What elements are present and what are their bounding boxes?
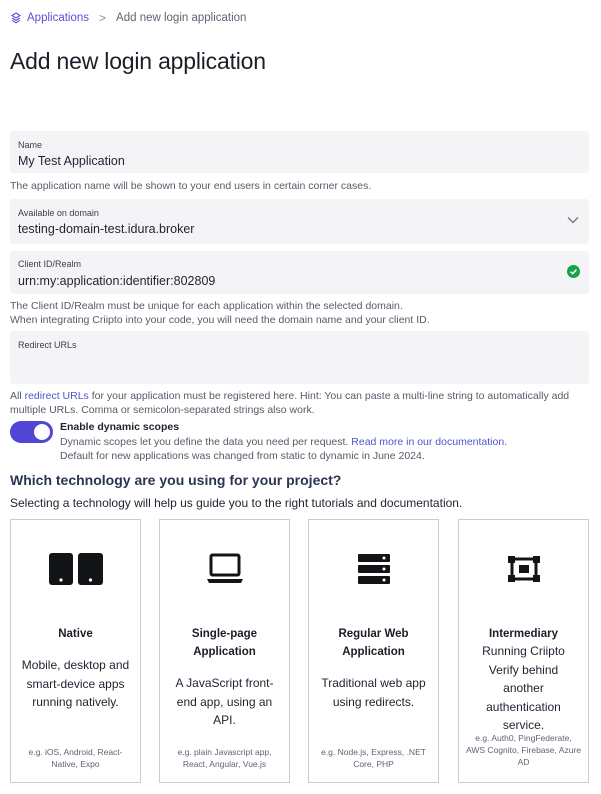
chevron-down-icon[interactable] (567, 216, 579, 224)
breadcrumb-link-applications[interactable] (10, 12, 89, 24)
page-title: Add new login application (10, 48, 266, 74)
documentation-link[interactable]: Read more in our documentation (351, 436, 505, 448)
domain-select-label: Available on domain (18, 208, 99, 218)
applications-icon (10, 12, 22, 24)
card-description: Mobile, desktop and smart-device apps running natively. (21, 658, 130, 709)
technology-section-subtitle: Selecting a technology will help us guide you to the right tutorials and documentation. (10, 496, 463, 510)
card-examples: e.g. plain Javascript app, React, Angular, Vue.js (177, 747, 272, 769)
dynamic-scopes-desc-pre: Dynamic scopes let you define the data you need per request. (60, 436, 352, 448)
dynamic-scopes-description (60, 435, 507, 463)
technology-card-native[interactable] (10, 519, 141, 783)
breadcrumb-separator: > (99, 11, 107, 25)
redirect-urls-helper-text (10, 389, 595, 417)
technology-card-regular-web[interactable] (308, 519, 439, 783)
card-title: Single-page Application (191, 628, 258, 658)
technology-card-intermediary[interactable] (458, 519, 589, 783)
mobile-devices-icon (11, 553, 140, 587)
client-id-label: Client ID/Realm (18, 259, 82, 269)
redirect-urls-link[interactable]: redirect URLs (24, 390, 89, 402)
server-icon (309, 553, 438, 587)
technology-card-spa[interactable] (159, 519, 290, 783)
card-description: Traditional web app using redirects. (321, 676, 426, 709)
breadcrumb-parent-label: Applications (27, 12, 90, 24)
dynamic-scopes-toggle[interactable] (10, 421, 53, 443)
breadcrumb-current-label: Add new login application (116, 12, 247, 24)
card-title: Intermediary (488, 628, 559, 640)
card-examples: e.g. Auth0, PingFederate, AWS Cognito, Firebase, Azure AD (466, 733, 581, 767)
laptop-icon (160, 553, 289, 587)
dynamic-scopes-title: Enable dynamic scopes (60, 421, 180, 433)
dynamic-scopes-desc-post: . (504, 436, 508, 448)
name-field-label: Name (18, 140, 43, 150)
domain-select-value: testing-domain-test.idura.broker (18, 222, 195, 236)
client-id-helper-line2: When integrating Criipto into your code, you will need the domain name and your client ID. (10, 314, 430, 326)
client-id-helper-line1: The Client ID/Realm must be unique for each application within the selected domain. (10, 300, 403, 312)
name-field[interactable] (10, 131, 589, 173)
client-id-field[interactable] (10, 251, 589, 294)
card-title: Regular Web Application (338, 628, 409, 658)
client-id-input[interactable]: urn:my:application:identifier:802809 (18, 274, 216, 288)
card-title: Native (58, 628, 93, 640)
technology-section-title: Which technology are you using for your project? (10, 472, 342, 488)
name-helper-text: The application name will be shown to your end users in certain corner cases. (10, 180, 372, 192)
name-input[interactable]: My Test Application (18, 154, 125, 168)
redirect-helper-post: for your application must be registered here. Hint: You can paste a multi-line string to automatically add multiple URLs. Comma or semicolon-separated strings also work. (10, 390, 570, 416)
client-id-helper-text (10, 299, 595, 327)
breadcrumb (10, 11, 246, 25)
redirect-helper-pre: All (10, 390, 25, 402)
card-examples: e.g. iOS, Android, React-Native, Expo (28, 747, 123, 769)
connector-icon (459, 553, 588, 587)
check-circle-icon (567, 265, 580, 278)
domain-select[interactable] (10, 199, 589, 244)
redirect-urls-label: Redirect URLs (18, 340, 77, 350)
redirect-urls-textarea[interactable] (10, 331, 589, 384)
card-description: A JavaScript front-end app, using an API. (175, 676, 274, 727)
toggle-knob (34, 424, 50, 440)
card-description: Running Criipto Verify behind another authentication service. (482, 644, 565, 732)
dynamic-scopes-desc-line2: Default for new applications was changed from static to dynamic in June 2024. (60, 450, 425, 462)
card-examples: e.g. Node.js, Express, .NET Core, PHP (321, 747, 426, 769)
